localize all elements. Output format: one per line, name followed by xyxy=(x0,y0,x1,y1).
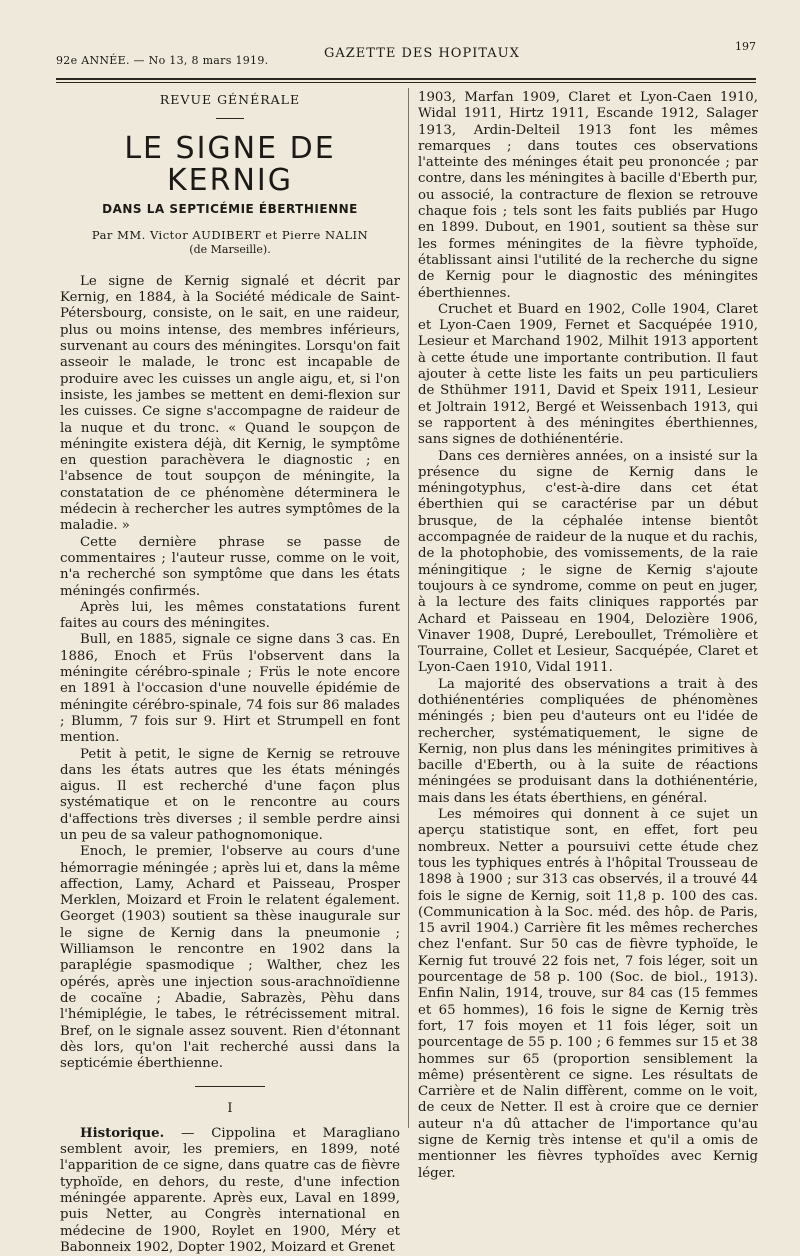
rubric-divider xyxy=(216,118,244,119)
historique-paragraph xyxy=(60,1126,400,1256)
paragraph: Le signe de Kernig signalé et décrit par Kernig, en 1884, à la Société médicale de Saint-Pétersbourg, consiste, on le sait, en une raideur, plus ou moins intense, des membres inférieurs, survenant au cours des méningites. Lorsqu'on fait asseoir le malade, le tronc est incapable de produire avec les cuisses un angle aigu, et, si l'on insiste, les jambes se mettent en demi-flexion sur les cuisses. Ce signe s'accompagne de raideur de la nuque et du tronc. « Quand le soupçon de méningite existera déjà, dit Kernig, le symptôme en question parachèvera le diagnostic ; en l'absence de tout soupçon de méningite, la constatation de ce phénomène déterminera le médecin à rechercher les autres symptômes de la maladie. » xyxy=(60,273,400,534)
paragraph: Les mémoires qui donnent à ce sujet un aperçu statistique sont, en effet, fort peu nombreux. Netter a poursuivi cette étude chez tous les typhiques entrés à l'hôpital Trousseau de 1898 à 1900 ; sur 313 cas observés, il a trouvé 44 fois le signe de Kernig, soit 11,8 p. 100 des cas. (Communication à la Soc. méd. des hôp. de Paris, 15 avril 1904.) Carrière fit les mêmes recherches chez l'enfant. Sur 50 cas de fièvre typhoïde, le Kernig fut trouvé 22 fois net, 7 fois léger, soit un pourcentage de 58 p. 100 (Soc. de biol., 1913). Enfin Nalin, 1914, trouve, sur 84 cas (15 femmes et 65 hommes), 16 fois le signe de Kernig très fort, 17 fois moyen et 11 fois léger, soit un pourcentage de 55 p. 100 ; 6 femmes sur 15 et 38 hommes sur 65 (proportion sensiblement la même) présentèrent ce signe. Les résultats de Carrière et de Nalin diffèrent, comme on le voit, de ceux de Netter. Il est à croire que ce dernier auteur n'a dû attacher de l'importance qu'au signe de Kernig très intense et qu'il a omis de mentionner les fièvres typhoïdes avec Kernig léger. xyxy=(418,807,758,1181)
page-number: 197 xyxy=(735,40,756,53)
column-divider xyxy=(408,88,409,1128)
paragraph: Bull, en 1885, signale ce signe dans 3 cas. En 1886, Enoch et Früs l'observent dans la méningite cérébro-spinale ; Früs le note encore en 1891 à l'occasion d'une nouvelle épidémie de méningite cérébro-spinale, 74 fois sur 86 malades ; Blumm, 7 fois sur 9. Hirt et Strumpell en font mention. xyxy=(60,632,400,746)
paragraph: La majorité des observations a trait à des dothiénentéries compliquées de phénomènes méningés ; bien peu d'auteurs ont eu l'idée de rechercher, systématiquement, le signe de Kernig, non plus dans les méningites primitives à bacille d'Eberth, ou à la suite de réactions méningées se produisant dans la dothiénentérie, mais dans les états éberthiens, en général. xyxy=(418,676,758,806)
section-heading: I xyxy=(227,1101,233,1117)
page-header xyxy=(56,40,756,74)
journal-title: GAZETTE DES HOPITAUX xyxy=(324,46,520,61)
rubric: REVUE GÉNÉRALE xyxy=(159,92,301,107)
issue-info: 92e ANNÉE. — No 13, 8 mars 1919. xyxy=(56,54,269,67)
header-rule xyxy=(56,78,756,80)
paragraph: Dans ces dernières années, on a insisté sur la présence du signe de Kernig dans le méningotyphus, c'est-à-dire dans cet état éberthien qui se caractérise par un début brusque, de la céphalée intense bientôt accompagnée de raideur de la nuque et du rachis, de la photophobie, des vomissements, de la raie méningitique ; le signe de Kernig s'ajoute toujours à ce syndrome, comme on peut en juger, à la lecture des faits cliniques rapportés par Achard et Paisseau en 1904, Delozière 1906, Vinaver 1908, Dupré, Lereboullet, Trémolière et Tourraine, Collet et Lesieur, Sacquépée, Claret et Lyon-Caen 1910, Vidal 1911. xyxy=(418,448,758,676)
historique-text: — Cippolina et Maragliano semblent avoir, les premiers, en 1899, noté l'apparition de ce signe, dans quatre cas de fièvre typhoïde, en dehors, du reste, d'une infection méningée apparente. Après eux, Laval en 1899, puis Netter, au Congrès international en médecine de 1900, Roylet en 1900, Méry et Babonneix 1902, Dopter 1902, Moizard et Grenet xyxy=(60,1125,400,1255)
byline: Par MM. Victor AUDIBERT et Pierre NALIN xyxy=(91,227,369,242)
left-column xyxy=(60,90,400,1256)
paragraph: Après lui, les mêmes constatations furent faites au cours des méningites. xyxy=(60,599,400,632)
paragraph: Petit à petit, le signe de Kernig se retrouve dans les états autres que les états méningés aigus. Il est recherché d'une façon plus systématique et on le rencontre au cours d'affections très diverses ; il semble perdre ainsi un peu de sa valeur pathognomonique. xyxy=(60,746,400,843)
article-title: LE SIGNE DE KERNIG xyxy=(124,131,336,199)
right-column xyxy=(418,90,758,1182)
header-rule-thin xyxy=(56,82,756,83)
paragraph: 1903, Marfan 1909, Claret et Lyon-Caen 1910, Widal 1911, Hirtz 1911, Escande 1912, Salager 1913, Ardin-Delteil 1913 font les mêmes remarques ; dans toutes ces observations l'atteinte des méninges était peu prononcée ; par contre, dans les méningites à bacille d'Eberth pur, ou associé, la contracture de flexion se retrouve chaque fois ; tels sont les faits publiés par Hugo en 1899. Dubout, en 1901, soutient sa thèse sur les formes méningites de la fièvre typhoïde, établissant ainsi l'utilité de la recherche du signe de Kernig pour le diagnostic des méningites éberthiennes. xyxy=(418,90,758,301)
paragraph: Cette dernière phrase se passe de commentaires ; l'auteur russe, comme on le voit, n'a recherché son symptôme que dans les états méningés confirmés. xyxy=(60,534,400,599)
article-subtitle: DANS LA SEPTICÉMIE ÉBERTHIENNE xyxy=(102,202,358,217)
section-divider xyxy=(195,1086,265,1087)
affiliation: (de Marseille). xyxy=(189,242,271,256)
historique-lead: Historique. xyxy=(80,1125,165,1141)
paragraph: Cruchet et Buard en 1902, Colle 1904, Claret et Lyon-Caen 1909, Fernet et Sacquépée 1910, Lesieur et Marchand 1902, Milhit 1913 apportent à cette étude une importante contribution. Il faut ajouter à cette liste les faits un peu particuliers de Sthühmer 1911, David et Speix 1911, Lesieur et Joltrain 1912, Bergé et Weissenbach 1913, qui se rapportent à des méningites éberthiennes, sans signes de dothiénentérie. xyxy=(418,301,758,448)
paragraph: Enoch, le premier, l'observe au cours d'une hémorragie méningée ; après lui et, dans la même affection, Lamy, Achard et Paisseau, Prosper Merklen, Moizard et Froin le relatent également. Georget (1903) soutient sa thèse inaugurale sur le signe de Kernig dans la pneumonie ; Williamson le rencontre en 1902 dans la paraplégie spasmodique ; Walther, chez les opérés, après une injection sous-arachnoïdienne de cocaïne ; Abadie, Sabrazès, Pèhu dans l'hémiplégie, le tabes, le rétrécissement mitral. Bref, on le signale assez souvent. Rien d'étonnant dès lors, qu'on l'ait recherché aussi dans la septicémie éberthienne. xyxy=(60,844,400,1072)
